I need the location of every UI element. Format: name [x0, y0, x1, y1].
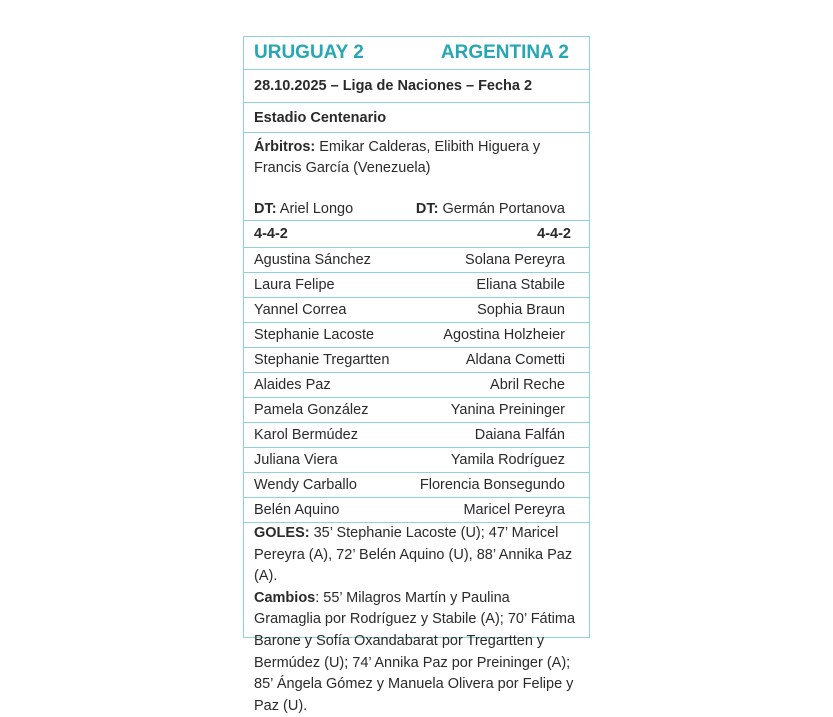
lineup-row	[244, 248, 589, 273]
away-player: Aldana Cometti	[465, 352, 565, 368]
away-player: Yamila Rodríguez	[450, 452, 565, 468]
lineup-row	[244, 398, 589, 423]
lineup-row	[244, 423, 589, 448]
away-coach	[416, 199, 565, 220]
home-formation: 4-4-2	[254, 226, 288, 242]
home-player: Yannel Correa	[254, 302, 347, 318]
away-player: Sophia Braun	[477, 302, 565, 318]
home-coach-name: Ariel Longo	[276, 201, 354, 217]
home-team-score: URUGUAY 2	[254, 42, 364, 63]
away-player: Florencia Bonsegundo	[419, 477, 565, 493]
away-coach-label: DT:	[415, 201, 439, 217]
officials-block	[244, 133, 589, 221]
goals-text	[254, 523, 579, 588]
away-player: Agostina Holzheier	[443, 327, 565, 343]
away-team-score: ARGENTINA 2	[440, 42, 569, 63]
away-player: Eliana Stabile	[476, 277, 565, 293]
home-player: Pamela González	[254, 402, 369, 418]
lineup-row	[244, 348, 589, 373]
away-player: Abril Reche	[490, 377, 565, 393]
goals-detail: 35’ Stephanie Lacoste (U); 47’ Maricel Pereyra (A), 72’ Belén Aquino (U), 88’ Annika Paz (A).	[254, 525, 573, 585]
lineup-row	[244, 448, 589, 473]
goals-label: GOLES:	[254, 525, 310, 541]
home-player: Stephanie Tregartten	[254, 352, 390, 368]
changes-label: Cambios	[254, 589, 316, 606]
away-player: Solana Pereyra	[465, 252, 565, 268]
home-player: Laura Felipe	[254, 277, 335, 293]
home-player: Juliana Viera	[254, 452, 338, 468]
coaches-line	[254, 199, 565, 220]
match-notes	[244, 523, 589, 714]
score-header	[244, 37, 589, 70]
away-coach-name: Germán Portanova	[438, 201, 565, 217]
home-player: Wendy Carballo	[254, 477, 357, 493]
changes-text	[254, 588, 579, 717]
referees-line	[254, 137, 579, 179]
home-player: Stephanie Lacoste	[254, 327, 375, 343]
lineup-row	[244, 273, 589, 298]
lineup-row	[244, 373, 589, 398]
changes-detail: : 55’ Milagros Martín y Paulina Gramaglia por Rodríguez y Stabile (A); 70’ Fátima Barone y Sofía Oxandabarat por Tregartten y Bermúdez (U); 74’ Annika Paz por Preininger (A); 85’ Ángela Gómez y Manuela Olivera por Felipe y Paz (U).	[254, 589, 576, 714]
referees-text: Emikar Calderas, Elibith Higuera y Francis García (Venezuela)	[254, 139, 541, 176]
lineup-row	[244, 473, 589, 498]
away-player: Yanina Preininger	[450, 402, 565, 418]
stadium-row	[244, 103, 589, 133]
lineup-row	[244, 323, 589, 348]
home-coach-label: DT:	[254, 201, 277, 217]
formation-row	[244, 221, 589, 248]
lineup-row	[244, 498, 589, 523]
match-summary-card	[243, 36, 590, 714]
home-player: Karol Bermúdez	[254, 427, 358, 443]
away-player: Daiana Falfán	[474, 427, 565, 443]
stadium-name: Estadio Centenario	[254, 109, 387, 126]
match-date-row	[244, 70, 589, 103]
home-player: Alaides Paz	[254, 377, 331, 393]
referees-label: Árbitros:	[254, 139, 316, 155]
away-formation: 4-4-2	[537, 226, 571, 242]
home-player: Agustina Sánchez	[254, 252, 371, 268]
match-date-competition: 28.10.2025 – Liga de Naciones – Fecha 2	[254, 78, 533, 94]
home-coach	[254, 199, 353, 220]
away-player: Maricel Pereyra	[463, 502, 565, 518]
lineup-row	[244, 298, 589, 323]
home-player: Belén Aquino	[254, 502, 340, 518]
